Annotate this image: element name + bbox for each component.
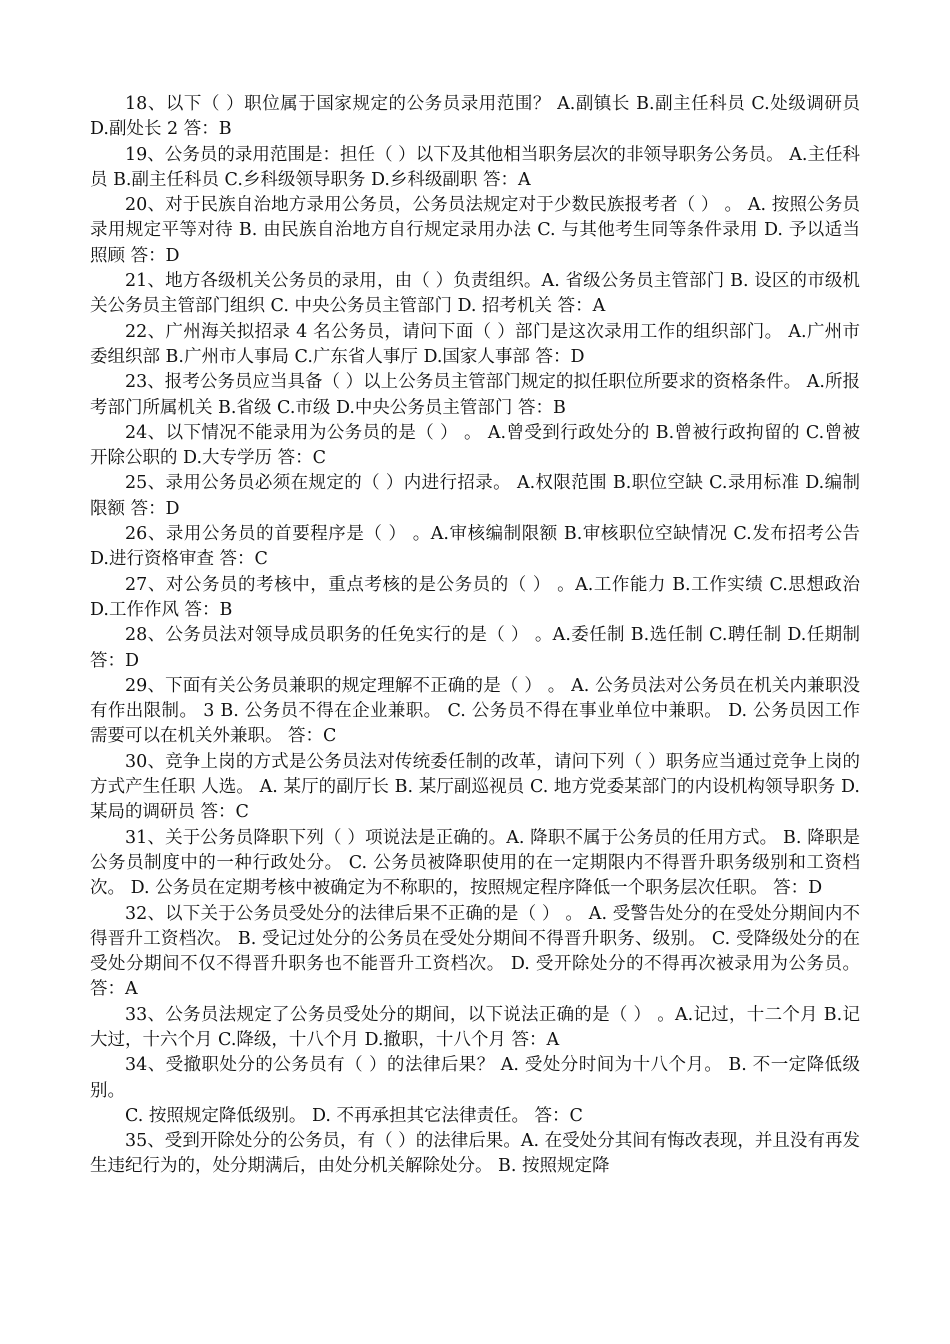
question-34-continued: C. 按照规定降低级别。 D. 不再承担其它法律责任。 答：C — [125, 1105, 583, 1126]
document-page — [90, 92, 860, 1180]
question-25: 25、录用公务员必须在规定的（ ）内进行招录。 A.权限范围 B.职位空缺 C.录用标准 D.编制限额 答：D — [90, 473, 860, 519]
question-27: 27、对公务员的考核中，重点考核的是公务员的（ ） 。A.工作能力 B.工作实绩 C.思想政治 D.工作作风 答：B — [90, 574, 860, 620]
question-26: 26、录用公务员的首要程序是（ ） 。A.审核编制限额 B.审核职位空缺情况 C.发布招考公告 D.进行资格审查 答：C — [90, 524, 860, 570]
question-21: 21、地方各级机关公务员的录用，由（ ）负责组织。A. 省级公务员主管部门 B. 设区的市级机关公务员主管部门组织 C. 中央公务员主管部门 D. 招考机关 答：A — [90, 271, 860, 317]
question-24: 24、以下情况不能录用为公务员的是（ ） 。 A.曾受到行政处分的 B.曾被行政拘留的 C.曾被开除公职的 D.大专学历 答：C — [90, 422, 860, 469]
question-22: 22、广州海关拟招录 4 名公务员，请问下面（ ）部门是这次录用工作的组织部门。 A.广州市委组织部 B.广州市人事局 C.广东省人事厅 D.国家人事部 答：D — [90, 321, 860, 367]
question-34: 34、受撤职处分的公务员有（ ）的法律后果？ A. 受处分时间为十八个月。 B. 不一定降低级别。 — [90, 1055, 860, 1101]
question-32: 32、以下关于公务员受处分的法律后果不正确的是（ ） 。 A. 受警告处分的在受处分期间内不得晋升工资档次。 B. 受记过处分的公务员在受处分期间不得晋升职务、级别。 C. 受降级处分的在受处分期间不仅不得晋升职务也不能晋升工资档次。 D. 受开除处分的不得再次被录用为公务员。 答：A — [90, 903, 860, 1000]
question-35: 35、受到开除处分的公务员，有（ ）的法律后果。A. 在受处分其间有悔改表现，并且没有再发生违纪行为的，处分期满后，由处分机关解除处分。 B. 按照规定降 — [90, 1131, 860, 1177]
question-29: 29、下面有关公务员兼职的规定理解不正确的是（ ） 。 A. 公务员法对公务员在机关内兼职没有作出限制。 3 B. 公务员不得在企业兼职。 C. 公务员不得在事业单位中兼职。 D. 公务员因工作需要可以在机关外兼职。 答：C — [90, 675, 860, 747]
question-19: 19、公务员的录用范围是：担任（ ）以下及其他相当职务层次的非领导职务公务员。 A.主任科员 B.副主任科员 C.乡科级领导职务 D.乡科级副职 答：A — [90, 144, 860, 190]
question-23: 23、报考公务员应当具备（ ）以上公务员主管部门规定的拟任职位所要求的资格条件。 A.所报考部门所属机关 B.省级 C.市级 D.中央公务员主管部门 答：B — [90, 372, 860, 418]
question-30: 30、竞争上岗的方式是公务员法对传统委任制的改革，请问下列（ ）职务应当通过竞争上岗的方式产生任职 人选。 A. 某厅的副厅长 B. 某厅副巡视员 C. 地方党委某部门的内设机构领导职务 D. 某局的调研员 答：C — [90, 751, 860, 823]
question-33: 33、公务员法规定了公务员受处分的期间，以下说法正确的是（ ） 。A.记过，十二个月 B.记大过，十六个月 C.降级，十八个月 D.撤职，十八个月 答：A — [90, 1004, 860, 1050]
question-31: 31、关于公务员降职下列（ ）项说法是正确的。A. 降职不属于公务员的任用方式。 B. 降职是公务员制度中的一种行政处分。 C. 公务员被降职使用的在一定期限内不得晋升职务级别和工资档次。 D. 公务员在定期考核中被确定为不称职的，按照规定程序降低一个职务层次任职。 答：D — [90, 827, 860, 899]
question-18: 18、以下（ ）职位属于国家规定的公务员录用范围？ A.副镇长 B.副主任科员 C.处级调研员 D.副处长 2 答：B — [90, 94, 860, 140]
question-20: 20、对于民族自治地方录用公务员，公务员法规定对于少数民族报考者（ ） 。 A. 按照公务员录用规定平等对待 B. 由民族自治地方自行规定录用办法 C. 与其他考生同等条件录用 D. 予以适当照顾 答：D — [90, 195, 860, 266]
question-28: 28、公务员法对领导成员职务的任免实行的是（ ） 。A.委任制 B.选任制 C.聘任制 D.任期制 答：D — [90, 625, 860, 671]
